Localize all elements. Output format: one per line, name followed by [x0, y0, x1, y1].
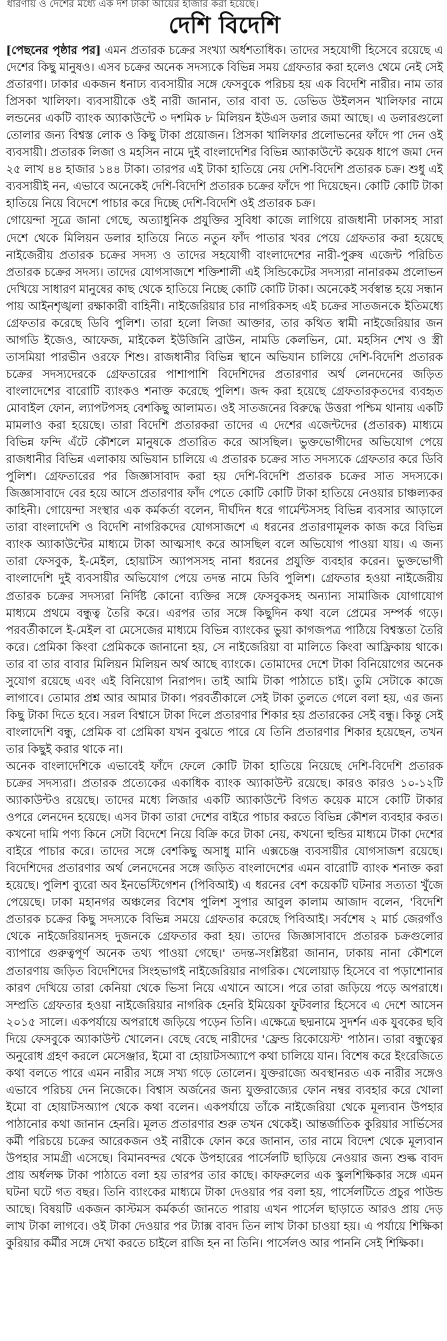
article-headline: দেশি বিদেশি [168, 13, 281, 39]
article-body [6, 42, 443, 1252]
article-paragraph-3: অনেক বাংলাদেশিকে এভাবেই ফাঁদে ফেলে কোটি টাকা হাতিয়ে নিয়েছে দেশি-বিদেশি প্রতারক চক্রের সদস্যরা। প্রতারক প্রত্যেকের একাধিক ব্যাংক অ্যাকাউন্ট রয়েছে। কারও কারও ১০-১২টি অ্যাকাউন্টও রয়েছে। তাদের মধ্যে লিজার একটি অ্যাকাউন্টে বিগত কয়েক মাসে কোটি টাকার ওপরে লেনদেন হয়েছে। এসব টাকা তারা দেশের বাইরে পাচার করতে বিভিন্ন কৌশল ব্যবহার করত। কখনো দামি পণ্য কিনে সেটা বিদেশে নিয়ে বিক্রি করে টাকা নেয়, কখনো হুন্ডির মাধ্যমে টাকা দেশের বাইরে পাচার করে। তাদের সঙ্গে বেশকিছু অসাধু মানি এক্সচেঞ্জ ব্যবসায়ীর যোগসাজশ রয়েছে। বিদেশিদের প্রতারণার অর্থ লেনদেনের সঙ্গে জড়িত বাংলাদেশের এমন বারোটি ব্যাংক শনাক্ত করা হয়েছে। পুলিশ ব্যুরো অব ইনভেস্টিগেশন (পিবিআই) এ ধরনের বেশ কয়েকটি ঘটনার সত্যতা খুঁজে পেয়েছে। ঢাকা মহানগর অঞ্চলের বিশেষ পুলিশ সুপার আবুল কালাম আজাদ বলেন, 'বিদেশি প্রতারক চক্রের কিছু সদস্যকে বিভিন্ন সময়ে গ্রেফতার করেছে পিবিআই। সর্বশেষ ২ মার্চ জেরগাঁও থেকে নাইজেরিয়ানসহ দুজনকে গ্রেফতার করা হয়। তাদের জিজ্ঞাসাবাদে প্রতারক চক্রগুলোর ব্যাপারে গুরুত্বপূর্ণ অনেক তথ্য পাওয়া গেছে।' তদন্ত-সংশ্লিষ্টরা জানান, ঢাকায় নানা কৌশলে প্রতারণায় জড়িত বিদেশিদের সিংহভাগই নাইজেরিয়ার নাগরিক। খেলোয়াড় হিসেবে বা পড়াশোনার কারণ দেখিয়ে তারা কেনিয়া থেকে ভিসা নিয়ে এখানে আসে। পরে তারা জড়িয়ে পড়ে অপরাধে। সম্প্রতি গ্রেফতার হওয়া নাইজেরিয়ার নাগরিক হেনরি ইমিয়েকা ফুটবলার হিসেবে এ দেশে আসেন ২০১৫ সালে। একপর্যায়ে অপরাধে জড়িয়ে পড়েন তিনি। এক্ষেত্রে ছদ্মনামে সুদর্শন এক যুবকের ছবি দিয়ে ফেসবুকে অ্যাকাউন্ট খোলেন। বেছে বেছে নারীদের 'ফ্রেন্ড রিকোয়েস্ট' পাঠান। তারা বন্ধুত্বের অনুরোধ গ্রহণ করলে মেসেঞ্জার, ইমো বা হোয়াটসঅ্যাপে কথা চালিয়ে যান। বিশেষ করে ইংরেজিতে কথা বলতে পারে এমন নারীর সঙ্গে সখ্য গড়ে তোলেন। যুক্তরাজ্যে অবস্থানরত এক নারীর সঙ্গেও এভাবে পরিচয় দেন নিজেকে। বিশ্বাস অর্জনের জন্য যুক্তরাজ্যের ফোন নম্বর ব্যবহার করে খোলা ইমো বা হোয়াটসঅ্যাপ থেকে কথা বলেন। একপর্যায়ে তাঁকে নাইজেরিয়া থেকে মূল্যবান উপহার পাঠানোর কথা জানান হেনরি। মূলত প্রতারণার শুরু তখন থেকেই। আন্তর্জাতিক কুরিয়ার সার্ভিসের কর্মী পরিচয়ে চক্রের আরেকজন ওই নারীকে ফোন করে জানান, তার নামে বিদেশ থেকে মূল্যবান উপহার সামগ্রী এসেছে। বিমানবন্দর থেকে উপহারের পার্সেলটি ছাড়িয়ে নেওয়ার জন্য শুল্ক বাবদ প্রায় অর্ধলক্ষ টাকা পাঠাতে বলা হয় তারপর তার কাছে। কাফরুলের এক স্কুলশিক্ষিকার সঙ্গে এমন ঘটনা ঘটে গত বছর। তিনি ব্যাংকের মাধ্যমে টাকা দেওয়ার পর বলা হয়, পার্সেলটিতে প্রচুর পাউন্ড আছে। বিষয়টি একজন কাস্টমস কর্মকর্তা জানতে পারায় এখন পার্সেল ছাড়াতে আরও প্রায় দেড় লাখ টাকা লাগবে। ওই টাকা দেওয়ার পর ট্যাক্স বাবদ তিন লাখ টাকা চাওয়া হয়। এ পর্যায়ে শিক্ষিকা কুরিয়ার কর্মীর সঙ্গে দেখা করতে চাইলে রাজি হন না তিনি। পার্সেলও আর পাননি সেই শিক্ষিকা। [6, 758, 443, 1251]
previous-article-fragment: ধারণায় ও দেশের মধ্যে এক দর্শ টাকা আয়ের হাজার করা হয়েছে। [7, 0, 259, 10]
continuation-marker: [পেছনের পৃষ্ঠার পর] [6, 43, 101, 57]
article-paragraph-1 [6, 42, 443, 212]
paragraph-1-text: এমন প্রতারক চক্রের সংখ্যা অর্ধশতাধিক। তাদের সহযোগী হিসেবে রয়েছে এ দেশের কিছু মানুষও। এসব চক্রের অনেক সদস্যকে বিভিন্ন সময় গ্রেফতার করা হলেও থেমে নেই সেই প্রতারণা। ঢাকার একজন ধনাঢ্য ব্যবসায়ীর সঙ্গে ফেসবুকে পরিচয় হয় এক বিদেশি নারীর। নাম তার প্রিসকা খালিফা। ব্যবসায়ীকে ওই নারী জানান, তার বাবা ড. ডেভিড উইলসন খালিফার নামে লন্ডনের একটি ব্যাংক অ্যাকাউন্টে ৩ দশমিক ৮ মিলিয়ন ইউএস ডলার জমা আছে। এ ডলারগুলো তোলার জন্য বিশ্বস্ত লোক ও কিছু টাকা প্রয়োজন। প্রিসকা খালিফার প্রলোভনের ফাঁদে পা দেন ওই ব্যবসায়ী। প্রতারক লিজা ও মহসিন নামে দুই বাংলাদেশির বিভিন্ন অ্যাকাউন্টে কয়েক ধাপে জমা দেন ২৫ লাখ ৪৪ হাজার ১৪৪ টাকা। তারপর এই টাকা হাতিয়ে নেয় দেশি-বিদেশি প্রতারক চক্র। শুধু এই ব্যবসায়ীই নন, এভাবে অনেকেই দেশি-বিদেশি প্রতারক চক্রের ফাঁদে পা দিয়েছেন। কোটি কোটি টাকা হাতিয়ে নিয়ে বিদেশে পাচার করে দিচ্ছে দেশি-বিদেশি ওই প্রতারক চক্র। [6, 43, 443, 211]
article-paragraph-2: গোয়েন্দা সূত্রে জানা গেছে, অত্যাধুনিক প্রযুক্তির সুবিধা কাজে লাগিয়ে রাজধানী ঢাকাসহ সারা দেশে থেকে মিলিয়ন ডলার হাতিয়ে নিতে নতুন ফাঁদ পাতার খবর পেয়ে গ্রেফতার করা হয়েছে নাইজেরীয় প্রতারক চক্রের সদস্য ও তাদের সহযোগী বাংলাদেশের নারী-পুরুষ এজেন্ট পরিচিত প্রতারক চক্রের সদস্য। তাদের যোগসাজশে শক্তিশালী এই সিন্ডিকেটের সদস্যরা নানারকম প্রলোভন দেখিয়ে সাধারণ মানুষের কাছ থেকে হাতিয়ে নিচ্ছে কোটি কোটি টাকা। অনেকেই সর্বস্বান্ত হয়ে সন্ধান পায় আইনশৃঙ্খলা রক্ষাকারী বাহিনী। নাইজেরিয়ার চার নাগরিকসহ এই চক্রের সাতজনকে ইতিমধ্যে গ্রেফতার করেছে ডিবি পুলিশ। তারা হলো লিজা আক্তার, তার কথিত স্বামী নাইজেরিয়ার জন আগডি ইজেও, আফেজ, মাইকেল ইউজিনি ব্রাউন, নামডি কেলভিন, মো. মহসিন শেখ ও স্ত্রী তাসমিয়া পারভীন ওরফে শিশু। রাজধানীর বিভিন্ন স্থানে অভিযান চালিয়ে দেশি-বিদেশি প্রতারক চক্রের সদস্যদেরকে গ্রেফতারের পাশাপাশি বিদেশিদের প্রতারণার অর্থ লেনদেনের জড়িত বাংলাদেশের বারোটি ব্যাংকও শনাক্ত করেছে পুলিশ। জব্দ করা হয়েছে গ্রেফতারকৃতদের ব্যবহৃত মোবাইল ফোন, ল্যাপটপসহ বেশকিছু আলামত। ওই সাতজনের বিরুদ্ধে উত্তরা পশ্চিম থানায় একটি মামলাও করা হয়েছে। তারা বিদেশি প্রতারকরা তাদের এ দেশের এজেন্টদের (প্রতারক) মাধ্যমে বিভিন্ন ফন্দি এঁটে কৌশলে মানুষকে প্রতারিত করে আসছিল। ভুক্তভোগীদের অভিযোগ পেয়ে রাজধানীর বিভিন্ন এলাকায় অভিযান চালিয়ে এ প্রতারক চক্রের সাত সদস্যকে গ্রেফতার করে ডিবি পুলিশ। গ্রেফতারের পর জিজ্ঞাসাবাদ করা হয় দেশি-বিদেশি প্রতারক চক্রের সাত সদস্যকে। জিজ্ঞাসাবাদে বের হয়ে আসে প্রতারণার ফাঁদ পেতে কোটি কোটি টাকা হাতিয়ে নেওয়ার চাঞ্চল্যকর কাহিনী। গোয়েন্দা সংস্থার এক কর্মকর্তা বলেন, দীর্ঘদিন ধরে গার্মেন্টসসহ বিভিন্ন ব্যবসার আড়ালে তারা বাংলাদেশি ও বিদেশি নাগরিকদের যোগসাজশে এ ধরনের প্রতারণামূলক কাজ করে বিভিন্ন ব্যাংক অ্যাকাউন্টের মাধ্যমে টাকা আত্মসাৎ করে আসছিল বলে অভিযোগ পাওয়া যায়। এ জন্য তারা ফেসবুক, ই-মেইল, হোয়াটস অ্যাপসসহ নানা ধরনের প্রযুক্তি ব্যবহার করেন। ভুক্তভোগী বাংলাদেশি দুই ব্যবসায়ীর অভিযোগ পেয়ে তদন্ত নামে ডিবি পুলিশ। গ্রেফতার হওয়া নাইজেরীয় প্রতারক চক্রের সদস্যরা নির্দিষ্ট কোনো ব্যক্তির সঙ্গে ফেসবুকসহ অন্যান্য সামাজিক যোগাযোগ মাধ্যমে প্রথমে বন্ধুত্ব তৈরি করে। এরপর তার সঙ্গে কিছুদিন কথা বলে প্রেমের সম্পর্ক গড়ে। পরবর্তীকালে ই-মেইল বা মেসেজের মাধ্যমে বিভিন্ন ব্যাংকের ভুয়া কাগজপত্র পাঠিয়ে বিশ্বস্ততা তৈরি করে। প্রেমিকা কিংবা প্রেমিককে জানানো হয়, সে নাইজেরিয়া বা মালিতে কিংবা আফ্রিকায় থাকে। তার বা তার বাবার মিলিয়ন মিলিয়ন অর্থ আছে ব্যাংকে। তোমাদের দেশে টাকা বিনিয়োগের অনেক সুযোগ রয়েছে এবং এই বিনিয়োগ নিরাপদ। তাই আমি টাকা পাঠাতে চাই। তুমি সেটাকে কাজে লাগাবে। তোমার প্রশ্ন আর আমার টাকা। পরবর্তীকালে সেই টাকা তুলতে গেলে বলা হয়, এর জন্য কিছু টাকা দিতে হবে। সরল বিশ্বাসে টাকা দিলে প্রতারণার শিকার হয় প্রতারকের সেই বন্ধু। কিন্তু সেই বাংলাদেশি বন্ধু, প্রেমিক বা প্রেমিকা যখন বুঝতে পারে যে তিনি প্রতারণার শিকার হয়েছেন, তখন তার কিছুই করার থাকে না। [6, 213, 443, 756]
